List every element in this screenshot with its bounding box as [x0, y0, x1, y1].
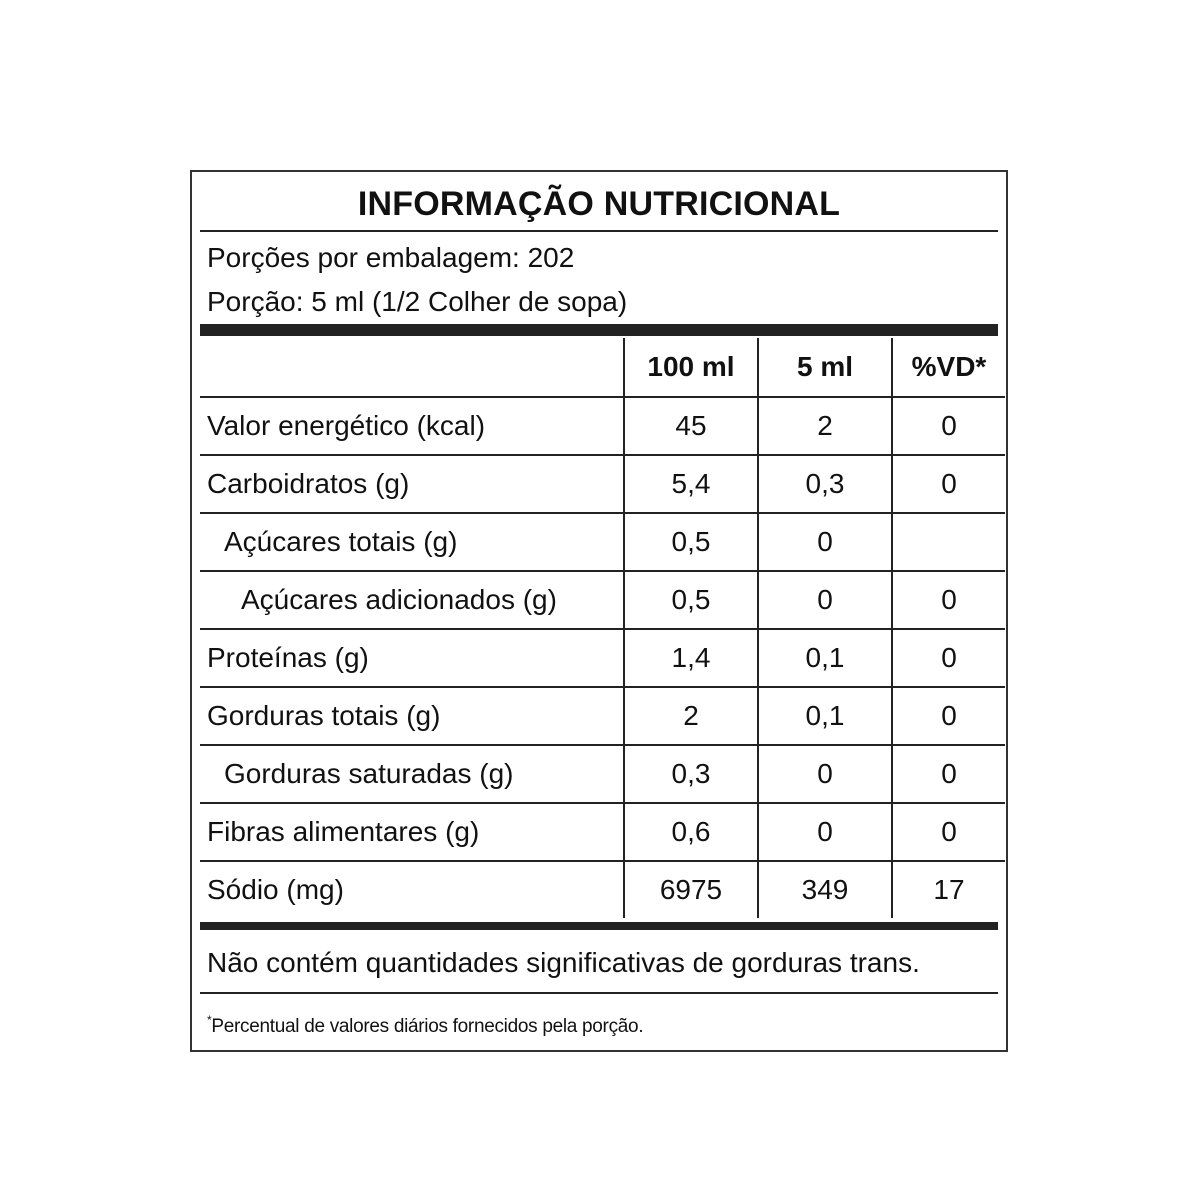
value-per-100ml: 5,4	[624, 455, 758, 513]
header-per-100ml: 100 ml	[624, 338, 758, 397]
value-per-100ml: 1,4	[624, 629, 758, 687]
nutrient-name: Proteínas (g)	[200, 629, 624, 687]
table-row	[200, 397, 1005, 455]
divider	[200, 992, 998, 994]
nutrition-facts-label	[190, 170, 1008, 1052]
daily-value-footnote	[207, 1004, 643, 1036]
thick-divider	[200, 324, 998, 336]
value-daily-value: 0	[892, 687, 1005, 745]
table-row	[200, 629, 1005, 687]
nutrient-name: Sódio (mg)	[200, 861, 624, 918]
value-per-100ml: 0,5	[624, 571, 758, 629]
nutrient-name: Carboidratos (g)	[200, 455, 624, 513]
value-per-serving: 0	[758, 571, 892, 629]
header-nutrient	[200, 338, 624, 397]
table-header-row	[200, 338, 1005, 397]
value-per-100ml: 0,3	[624, 745, 758, 803]
value-per-serving: 0	[758, 513, 892, 571]
value-per-serving: 2	[758, 397, 892, 455]
value-per-serving: 0	[758, 745, 892, 803]
value-per-100ml: 0,6	[624, 803, 758, 861]
table-row	[200, 513, 1005, 571]
table-row	[200, 571, 1005, 629]
header-daily-value: %VD*	[892, 338, 1005, 397]
table-row	[200, 687, 1005, 745]
footnote-text: Percentual de valores diários fornecidos pela porção.	[211, 1016, 644, 1037]
value-per-100ml: 6975	[624, 861, 758, 918]
value-daily-value: 17	[892, 861, 1005, 918]
value-per-100ml: 0,5	[624, 513, 758, 571]
label-title: INFORMAÇÃO NUTRICIONAL	[357, 185, 841, 223]
divider	[200, 230, 998, 232]
servings-per-package: Porções por embalagem: 202	[207, 242, 575, 273]
value-daily-value: 0	[892, 629, 1005, 687]
nutrient-name: Gorduras saturadas (g)	[200, 745, 624, 803]
value-daily-value: 0	[892, 455, 1005, 513]
value-per-serving: 349	[758, 861, 892, 918]
header-per-serving: 5 ml	[758, 338, 892, 397]
nutrition-facts-inner	[200, 172, 998, 1050]
value-daily-value: 0	[892, 745, 1005, 803]
value-per-serving: 0,1	[758, 629, 892, 687]
serving-size: Porção: 5 ml (1/2 Colher de sopa)	[207, 286, 628, 317]
value-per-serving: 0	[758, 803, 892, 861]
value-daily-value: 0	[892, 803, 1005, 861]
nutrient-name: Fibras alimentares (g)	[200, 803, 624, 861]
value-daily-value: 0	[892, 571, 1005, 629]
footnote-mark: *	[207, 1013, 212, 1027]
thick-divider	[200, 922, 998, 930]
nutrient-name: Valor energético (kcal)	[200, 397, 624, 455]
value-daily-value: 0	[892, 397, 1005, 455]
nutrient-name: Açúcares adicionados (g)	[200, 571, 624, 629]
table-row	[200, 803, 1005, 861]
table-row	[200, 455, 1005, 513]
nutrient-name: Açúcares totais (g)	[200, 513, 624, 571]
nutrition-table	[200, 338, 1005, 918]
nutrient-name: Gorduras totais (g)	[200, 687, 624, 745]
trans-fat-note: Não contém quantidades significativas de gorduras trans.	[207, 947, 920, 978]
table-row	[200, 745, 1005, 803]
value-per-serving: 0,1	[758, 687, 892, 745]
value-per-100ml: 2	[624, 687, 758, 745]
value-per-serving: 0,3	[758, 455, 892, 513]
table-row	[200, 861, 1005, 918]
value-daily-value	[892, 513, 1005, 571]
value-per-100ml: 45	[624, 397, 758, 455]
